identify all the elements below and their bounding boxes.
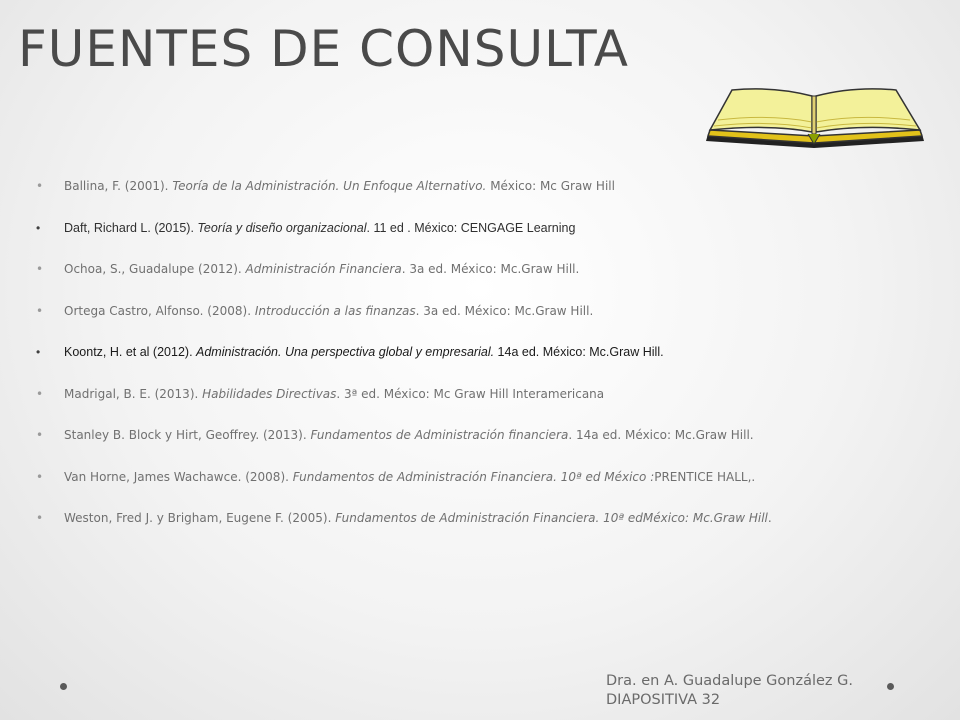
- bullet-icon: •: [36, 511, 44, 525]
- bullet-icon: •: [36, 303, 44, 318]
- bullet-icon: •: [36, 262, 44, 276]
- reference-item: • Stanley B. Block y Hirt, Geoffrey. (2013). Fundamentos de Administración financiera. 14a ed. México: Mc.Graw Hill.: [36, 428, 754, 442]
- bullet-icon: •: [36, 220, 41, 235]
- reference-item: • Weston, Fred J. y Brigham, Eugene F. (2005). Fundamentos de Administración Financiera. 10ª edMéxico: Mc.Graw Hill.: [36, 511, 772, 525]
- bullet-icon: •: [36, 428, 44, 442]
- references-list: [36, 178, 936, 552]
- bullet-icon: •: [36, 469, 44, 484]
- reference-item: • Van Horne, James Wachawce. (2008). Fundamentos de Administración Financiera. 10ª ed México :PRENTICE HALL,.: [36, 469, 756, 484]
- bullet-icon: •: [36, 386, 44, 401]
- reference-item: • Ochoa, S., Guadalupe (2012). Administración Financiera. 3a ed. México: Mc.Graw Hill.: [36, 262, 580, 276]
- footer: [606, 672, 853, 710]
- slide-title: FUENTES DE CONSULTA: [18, 20, 629, 78]
- reference-item: • Madrigal, B. E. (2013). Habilidades Directivas. 3ª ed. México: Mc Graw Hill Interamericana: [36, 386, 605, 401]
- reference-item: • Koontz, H. et al (2012). Administración. Una perspectiva global y empresarial. 14a ed. México: Mc.Graw Hill.: [36, 345, 664, 359]
- book-icon: [704, 84, 926, 152]
- footer-author: Dra. en A. Guadalupe González G.: [606, 673, 853, 689]
- footer-slide-number: DIAPOSITIVA 32: [606, 692, 721, 708]
- bullet-icon: •: [36, 179, 44, 193]
- bullet-icon: •: [36, 345, 41, 359]
- footer-dot-right: [887, 683, 894, 690]
- reference-item: • Ballina, F. (2001). Teoría de la Administración. Un Enfoque Alternativo. México: Mc Graw Hill: [36, 179, 615, 193]
- reference-item: • Daft, Richard L. (2015). Teoría y diseño organizacional. 11 ed . México: CENGAGE Learning: [36, 220, 576, 235]
- footer-dot-left: [60, 683, 67, 690]
- reference-item: • Ortega Castro, Alfonso. (2008). Introducción a las finanzas. 3a ed. México: Mc.Graw Hill.: [36, 303, 594, 318]
